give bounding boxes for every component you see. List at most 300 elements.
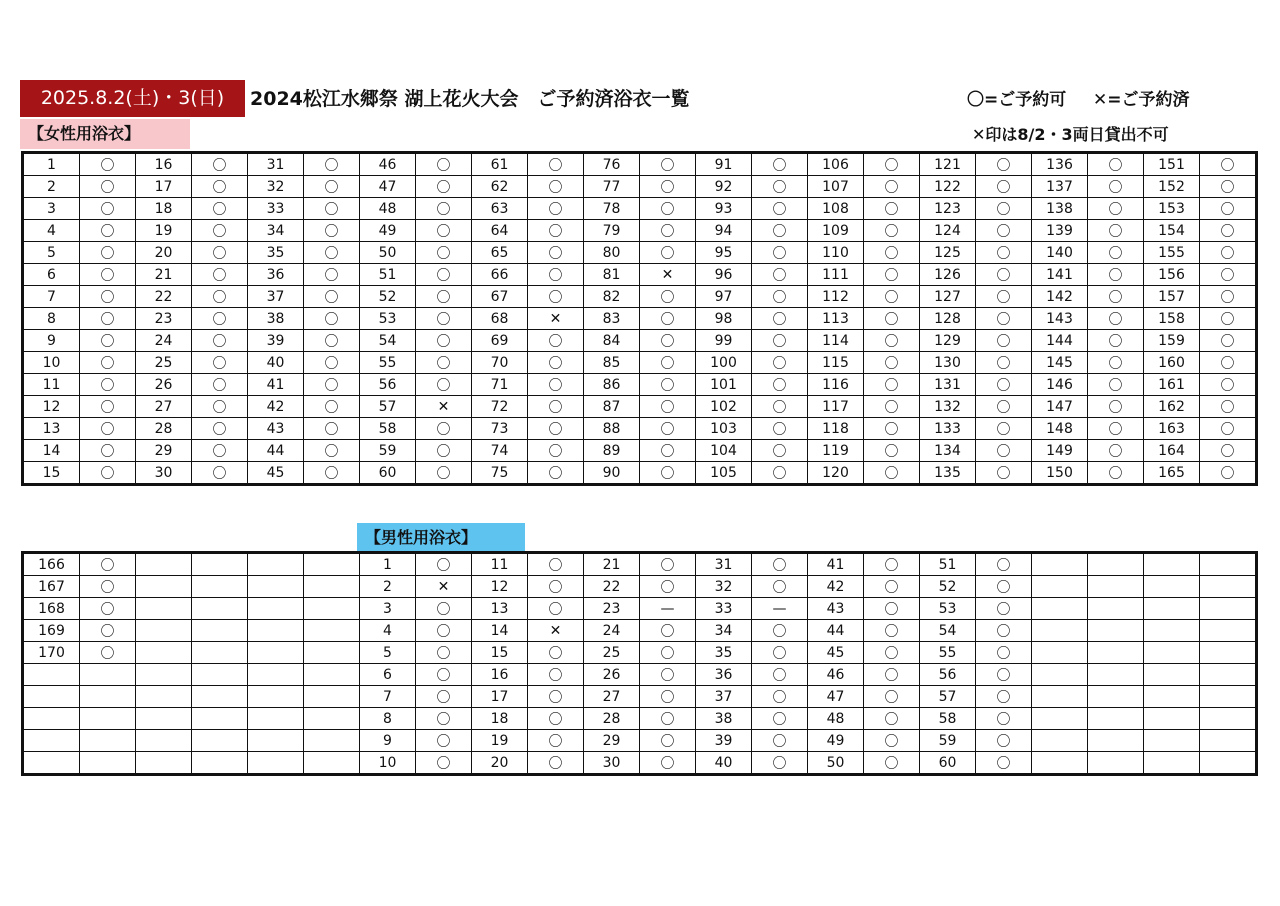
yukata-number-cell: 46 [808, 664, 864, 686]
availability-cell: 〇 [416, 664, 472, 686]
yukata-number-cell: 59 [360, 440, 416, 462]
availability-cell: 〇 [864, 198, 920, 220]
yukata-number-cell: 118 [808, 418, 864, 440]
availability-cell: 〇 [752, 440, 808, 462]
yukata-number-cell [23, 752, 80, 775]
yukata-number-cell: 72 [472, 396, 528, 418]
yukata-number-cell [136, 576, 192, 598]
yukata-number-cell: 47 [808, 686, 864, 708]
availability-cell [1088, 553, 1144, 576]
yukata-number-cell: 38 [696, 708, 752, 730]
yukata-number-cell: 22 [584, 576, 640, 598]
availability-cell: 〇 [864, 396, 920, 418]
availability-cell: 〇 [528, 396, 584, 418]
yukata-number-cell: 13 [472, 598, 528, 620]
yukata-number-cell [248, 730, 304, 752]
availability-cell: 〇 [640, 553, 696, 576]
yukata-number-cell: 170 [23, 642, 80, 664]
availability-cell: 〇 [528, 752, 584, 775]
legend-available: 〇=ご予約可 [967, 90, 1067, 110]
availability-cell: 〇 [864, 220, 920, 242]
yukata-number-cell: 83 [584, 308, 640, 330]
yukata-number-cell: 152 [1144, 176, 1200, 198]
yukata-number-cell: 163 [1144, 418, 1200, 440]
yukata-number-cell: 100 [696, 352, 752, 374]
yukata-number-cell: 58 [360, 418, 416, 440]
availability-cell: 〇 [864, 176, 920, 198]
yukata-number-cell: 150 [1032, 462, 1088, 485]
availability-cell [1200, 730, 1257, 752]
availability-cell [304, 752, 360, 775]
yukata-number-cell: 114 [808, 330, 864, 352]
table-row [23, 396, 1257, 418]
yukata-number-cell: 68 [472, 308, 528, 330]
availability-cell: 〇 [416, 620, 472, 642]
yukata-number-cell: 26 [584, 664, 640, 686]
unavailable-note: ✕印は8/2・3両日貸出不可 [972, 125, 1169, 144]
availability-cell: 〇 [640, 440, 696, 462]
availability-cell: 〇 [864, 752, 920, 775]
men-yukata-table [21, 551, 1258, 776]
availability-cell [192, 598, 248, 620]
availability-cell: 〇 [80, 220, 136, 242]
yukata-number-cell: 160 [1144, 352, 1200, 374]
yukata-number-cell: 1 [360, 553, 416, 576]
availability-cell [1200, 664, 1257, 686]
yukata-number-cell: 94 [696, 220, 752, 242]
availability-cell: 〇 [192, 462, 248, 485]
yukata-number-cell: 15 [23, 462, 80, 485]
availability-cell [192, 686, 248, 708]
yukata-number-cell: 34 [248, 220, 304, 242]
yukata-number-cell: 153 [1144, 198, 1200, 220]
yukata-number-cell [1144, 576, 1200, 598]
yukata-number-cell [1032, 553, 1088, 576]
availability-cell: 〇 [1200, 462, 1257, 485]
availability-cell: 〇 [640, 664, 696, 686]
availability-cell: 〇 [80, 598, 136, 620]
availability-cell: 〇 [416, 198, 472, 220]
yukata-number-cell: 142 [1032, 286, 1088, 308]
yukata-number-cell: 158 [1144, 308, 1200, 330]
availability-cell: 〇 [1088, 198, 1144, 220]
availability-cell: 〇 [640, 153, 696, 176]
yukata-number-cell: 6 [23, 264, 80, 286]
yukata-number-cell: 5 [360, 642, 416, 664]
availability-cell: 〇 [528, 686, 584, 708]
yukata-number-cell: 23 [136, 308, 192, 330]
availability-cell: 〇 [752, 264, 808, 286]
yukata-number-cell: 52 [360, 286, 416, 308]
yukata-number-cell: 27 [136, 396, 192, 418]
yukata-number-cell [1032, 576, 1088, 598]
availability-cell: — [640, 598, 696, 620]
yukata-number-cell [136, 620, 192, 642]
yukata-number-cell [248, 708, 304, 730]
availability-cell: 〇 [304, 396, 360, 418]
yukata-number-cell: 89 [584, 440, 640, 462]
yukata-number-cell: 21 [584, 553, 640, 576]
availability-cell: 〇 [640, 396, 696, 418]
availability-cell [304, 664, 360, 686]
table-row [23, 286, 1257, 308]
table-row [23, 553, 1257, 576]
yukata-number-cell: 7 [23, 286, 80, 308]
availability-cell: 〇 [528, 176, 584, 198]
yukata-number-cell: 47 [360, 176, 416, 198]
yukata-number-cell: 61 [472, 153, 528, 176]
yukata-number-cell: 46 [360, 153, 416, 176]
availability-cell: 〇 [864, 686, 920, 708]
yukata-number-cell: 45 [808, 642, 864, 664]
availability-cell: 〇 [416, 553, 472, 576]
availability-cell: 〇 [976, 598, 1032, 620]
yukata-number-cell: 51 [360, 264, 416, 286]
yukata-number-cell: 141 [1032, 264, 1088, 286]
yukata-number-cell: 19 [472, 730, 528, 752]
availability-cell [304, 642, 360, 664]
availability-cell: 〇 [192, 308, 248, 330]
availability-cell: 〇 [976, 620, 1032, 642]
availability-cell: 〇 [976, 264, 1032, 286]
yukata-number-cell: 129 [920, 330, 976, 352]
yukata-number-cell [136, 664, 192, 686]
availability-cell: 〇 [528, 440, 584, 462]
yukata-number-cell [136, 642, 192, 664]
availability-cell: 〇 [80, 264, 136, 286]
yukata-number-cell: 132 [920, 396, 976, 418]
availability-cell: 〇 [304, 374, 360, 396]
availability-cell: 〇 [752, 620, 808, 642]
availability-cell: 〇 [304, 242, 360, 264]
availability-cell [1088, 752, 1144, 775]
availability-cell: 〇 [416, 440, 472, 462]
availability-cell: 〇 [752, 198, 808, 220]
yukata-number-cell: 24 [136, 330, 192, 352]
availability-cell: 〇 [80, 418, 136, 440]
yukata-number-cell: 84 [584, 330, 640, 352]
table-row [23, 330, 1257, 352]
yukata-number-cell: 42 [808, 576, 864, 598]
availability-cell: 〇 [192, 198, 248, 220]
availability-cell: 〇 [192, 176, 248, 198]
yukata-number-cell [1144, 553, 1200, 576]
availability-cell: 〇 [864, 553, 920, 576]
availability-cell: 〇 [528, 198, 584, 220]
availability-cell: 〇 [864, 642, 920, 664]
yukata-number-cell: 28 [584, 708, 640, 730]
yukata-number-cell: 116 [808, 374, 864, 396]
availability-cell: 〇 [192, 220, 248, 242]
availability-cell: 〇 [640, 308, 696, 330]
yukata-number-cell: 67 [472, 286, 528, 308]
yukata-number-cell: 57 [920, 686, 976, 708]
yukata-number-cell: 29 [584, 730, 640, 752]
availability-cell: 〇 [416, 462, 472, 485]
yukata-number-cell: 143 [1032, 308, 1088, 330]
yukata-number-cell: 12 [23, 396, 80, 418]
yukata-number-cell: 14 [472, 620, 528, 642]
yukata-number-cell: 16 [472, 664, 528, 686]
availability-cell: 〇 [864, 730, 920, 752]
yukata-number-cell: 19 [136, 220, 192, 242]
yukata-number-cell: 54 [360, 330, 416, 352]
availability-cell: 〇 [304, 440, 360, 462]
availability-cell: 〇 [864, 620, 920, 642]
availability-cell: 〇 [528, 153, 584, 176]
availability-cell: 〇 [640, 576, 696, 598]
yukata-number-cell: 93 [696, 198, 752, 220]
yukata-number-cell: 115 [808, 352, 864, 374]
availability-cell: 〇 [416, 264, 472, 286]
yukata-number-cell: 82 [584, 286, 640, 308]
availability-cell: 〇 [80, 330, 136, 352]
availability-cell: 〇 [80, 374, 136, 396]
women-yukata-table [21, 151, 1258, 486]
availability-cell: 〇 [976, 220, 1032, 242]
availability-cell: 〇 [304, 352, 360, 374]
yukata-number-cell: 56 [920, 664, 976, 686]
availability-cell: 〇 [640, 642, 696, 664]
availability-cell [1088, 664, 1144, 686]
yukata-number-cell: 25 [584, 642, 640, 664]
yukata-number-cell: 54 [920, 620, 976, 642]
yukata-number-cell: 60 [360, 462, 416, 485]
availability-cell: 〇 [1200, 264, 1257, 286]
yukata-number-cell: 31 [248, 153, 304, 176]
availability-cell: 〇 [192, 286, 248, 308]
availability-cell: 〇 [304, 308, 360, 330]
yukata-number-cell: 32 [248, 176, 304, 198]
availability-cell [192, 553, 248, 576]
yukata-number-cell [136, 686, 192, 708]
availability-cell: 〇 [192, 396, 248, 418]
yukata-number-cell [23, 686, 80, 708]
yukata-number-cell: 105 [696, 462, 752, 485]
yukata-number-cell: 81 [584, 264, 640, 286]
table-row [23, 598, 1257, 620]
yukata-number-cell: 74 [472, 440, 528, 462]
availability-cell: 〇 [192, 264, 248, 286]
availability-cell: 〇 [80, 308, 136, 330]
yukata-number-cell: 9 [23, 330, 80, 352]
yukata-number-cell: 124 [920, 220, 976, 242]
yukata-number-cell: 79 [584, 220, 640, 242]
availability-cell: 〇 [864, 352, 920, 374]
availability-cell: 〇 [416, 374, 472, 396]
availability-cell: 〇 [416, 176, 472, 198]
availability-cell: 〇 [640, 330, 696, 352]
availability-cell: 〇 [528, 708, 584, 730]
yukata-number-cell [136, 752, 192, 775]
availability-cell: 〇 [640, 220, 696, 242]
availability-cell: 〇 [976, 576, 1032, 598]
yukata-number-cell [136, 598, 192, 620]
availability-cell: 〇 [416, 352, 472, 374]
availability-cell [1200, 553, 1257, 576]
yukata-number-cell: 3 [360, 598, 416, 620]
yukata-number-cell [1144, 708, 1200, 730]
yukata-number-cell [1144, 620, 1200, 642]
availability-cell: 〇 [528, 352, 584, 374]
yukata-number-cell: 159 [1144, 330, 1200, 352]
availability-cell: 〇 [640, 686, 696, 708]
yukata-number-cell: 51 [920, 553, 976, 576]
table-row [23, 642, 1257, 664]
yukata-number-cell: 33 [696, 598, 752, 620]
availability-cell [80, 730, 136, 752]
availability-cell: 〇 [304, 286, 360, 308]
yukata-number-cell: 12 [472, 576, 528, 598]
yukata-number-cell: 36 [696, 664, 752, 686]
yukata-number-cell: 76 [584, 153, 640, 176]
availability-cell: 〇 [976, 374, 1032, 396]
yukata-number-cell: 10 [23, 352, 80, 374]
availability-cell [1088, 576, 1144, 598]
yukata-number-cell: 57 [360, 396, 416, 418]
availability-cell [304, 708, 360, 730]
availability-cell [1200, 576, 1257, 598]
yukata-number-cell: 48 [360, 198, 416, 220]
availability-cell: 〇 [1200, 286, 1257, 308]
yukata-number-cell: 75 [472, 462, 528, 485]
yukata-number-cell [1032, 686, 1088, 708]
availability-cell: 〇 [1200, 330, 1257, 352]
page-title: 2024松江水郷祭 湖上花火大会 ご予約済浴衣一覧 [250, 88, 690, 110]
availability-cell [192, 730, 248, 752]
availability-cell: 〇 [528, 730, 584, 752]
yukata-number-cell: 27 [584, 686, 640, 708]
yukata-number-cell [1032, 620, 1088, 642]
yukata-number-cell: 33 [248, 198, 304, 220]
table-row [23, 576, 1257, 598]
yukata-number-cell: 121 [920, 153, 976, 176]
yukata-number-cell [1144, 730, 1200, 752]
availability-cell: 〇 [528, 664, 584, 686]
availability-cell: — [752, 598, 808, 620]
availability-cell: ✕ [528, 308, 584, 330]
table-row [23, 440, 1257, 462]
availability-cell: 〇 [752, 576, 808, 598]
yukata-number-cell: 58 [920, 708, 976, 730]
availability-cell: 〇 [864, 264, 920, 286]
yukata-number-cell [248, 642, 304, 664]
yukata-number-cell: 41 [808, 553, 864, 576]
yukata-number-cell: 50 [808, 752, 864, 775]
table-row [23, 220, 1257, 242]
yukata-number-cell: 2 [360, 576, 416, 598]
availability-cell: 〇 [80, 553, 136, 576]
availability-cell: 〇 [864, 308, 920, 330]
availability-cell: 〇 [752, 286, 808, 308]
availability-cell: 〇 [976, 396, 1032, 418]
availability-cell: 〇 [640, 286, 696, 308]
availability-cell: 〇 [1200, 374, 1257, 396]
yukata-number-cell: 5 [23, 242, 80, 264]
availability-cell [80, 686, 136, 708]
yukata-number-cell: 70 [472, 352, 528, 374]
yukata-number-cell: 110 [808, 242, 864, 264]
availability-cell [80, 752, 136, 775]
yukata-number-cell [1032, 664, 1088, 686]
availability-cell: 〇 [528, 330, 584, 352]
availability-cell: 〇 [1088, 374, 1144, 396]
legend-reserved: ✕=ご予約済 [1093, 90, 1190, 110]
availability-cell: 〇 [304, 330, 360, 352]
availability-cell: 〇 [416, 730, 472, 752]
availability-cell: 〇 [528, 220, 584, 242]
yukata-number-cell: 7 [360, 686, 416, 708]
availability-cell: 〇 [864, 440, 920, 462]
yukata-number-cell: 134 [920, 440, 976, 462]
yukata-number-cell: 126 [920, 264, 976, 286]
availability-cell: ✕ [416, 576, 472, 598]
yukata-number-cell [1144, 686, 1200, 708]
yukata-number-cell: 35 [696, 642, 752, 664]
availability-cell [1088, 686, 1144, 708]
availability-cell: 〇 [976, 198, 1032, 220]
yukata-number-cell: 125 [920, 242, 976, 264]
availability-cell: 〇 [640, 708, 696, 730]
availability-cell [192, 642, 248, 664]
availability-cell: 〇 [80, 242, 136, 264]
yukata-number-cell [23, 664, 80, 686]
availability-cell: 〇 [192, 374, 248, 396]
availability-cell: 〇 [528, 462, 584, 485]
yukata-number-cell: 30 [136, 462, 192, 485]
availability-cell: 〇 [1088, 153, 1144, 176]
availability-cell: 〇 [864, 286, 920, 308]
date-badge: 2025.8.2(土)・3(日) [20, 80, 245, 117]
availability-cell: 〇 [640, 620, 696, 642]
availability-cell: 〇 [528, 286, 584, 308]
yukata-number-cell: 101 [696, 374, 752, 396]
yukata-number-cell: 17 [136, 176, 192, 198]
availability-cell: 〇 [192, 330, 248, 352]
yukata-number-cell: 60 [920, 752, 976, 775]
yukata-number-cell: 3 [23, 198, 80, 220]
availability-cell: 〇 [80, 198, 136, 220]
availability-cell [1200, 598, 1257, 620]
yukata-number-cell: 133 [920, 418, 976, 440]
yukata-number-cell: 99 [696, 330, 752, 352]
availability-cell: 〇 [416, 220, 472, 242]
yukata-number-cell: 37 [696, 686, 752, 708]
yukata-number-cell: 18 [136, 198, 192, 220]
yukata-number-cell [23, 708, 80, 730]
yukata-number-cell: 29 [136, 440, 192, 462]
availability-cell [1200, 708, 1257, 730]
yukata-number-cell: 119 [808, 440, 864, 462]
table-row [23, 374, 1257, 396]
table-row [23, 352, 1257, 374]
availability-cell: 〇 [416, 642, 472, 664]
yukata-number-cell [248, 598, 304, 620]
availability-cell: 〇 [416, 330, 472, 352]
table-row [23, 418, 1257, 440]
availability-cell: ✕ [416, 396, 472, 418]
yukata-number-cell: 59 [920, 730, 976, 752]
availability-cell: 〇 [304, 418, 360, 440]
availability-cell: 〇 [192, 440, 248, 462]
availability-cell [80, 664, 136, 686]
availability-cell: 〇 [80, 176, 136, 198]
availability-cell: 〇 [1200, 220, 1257, 242]
availability-cell: 〇 [752, 153, 808, 176]
yukata-number-cell: 112 [808, 286, 864, 308]
yukata-number-cell: 127 [920, 286, 976, 308]
availability-cell: 〇 [1200, 153, 1257, 176]
